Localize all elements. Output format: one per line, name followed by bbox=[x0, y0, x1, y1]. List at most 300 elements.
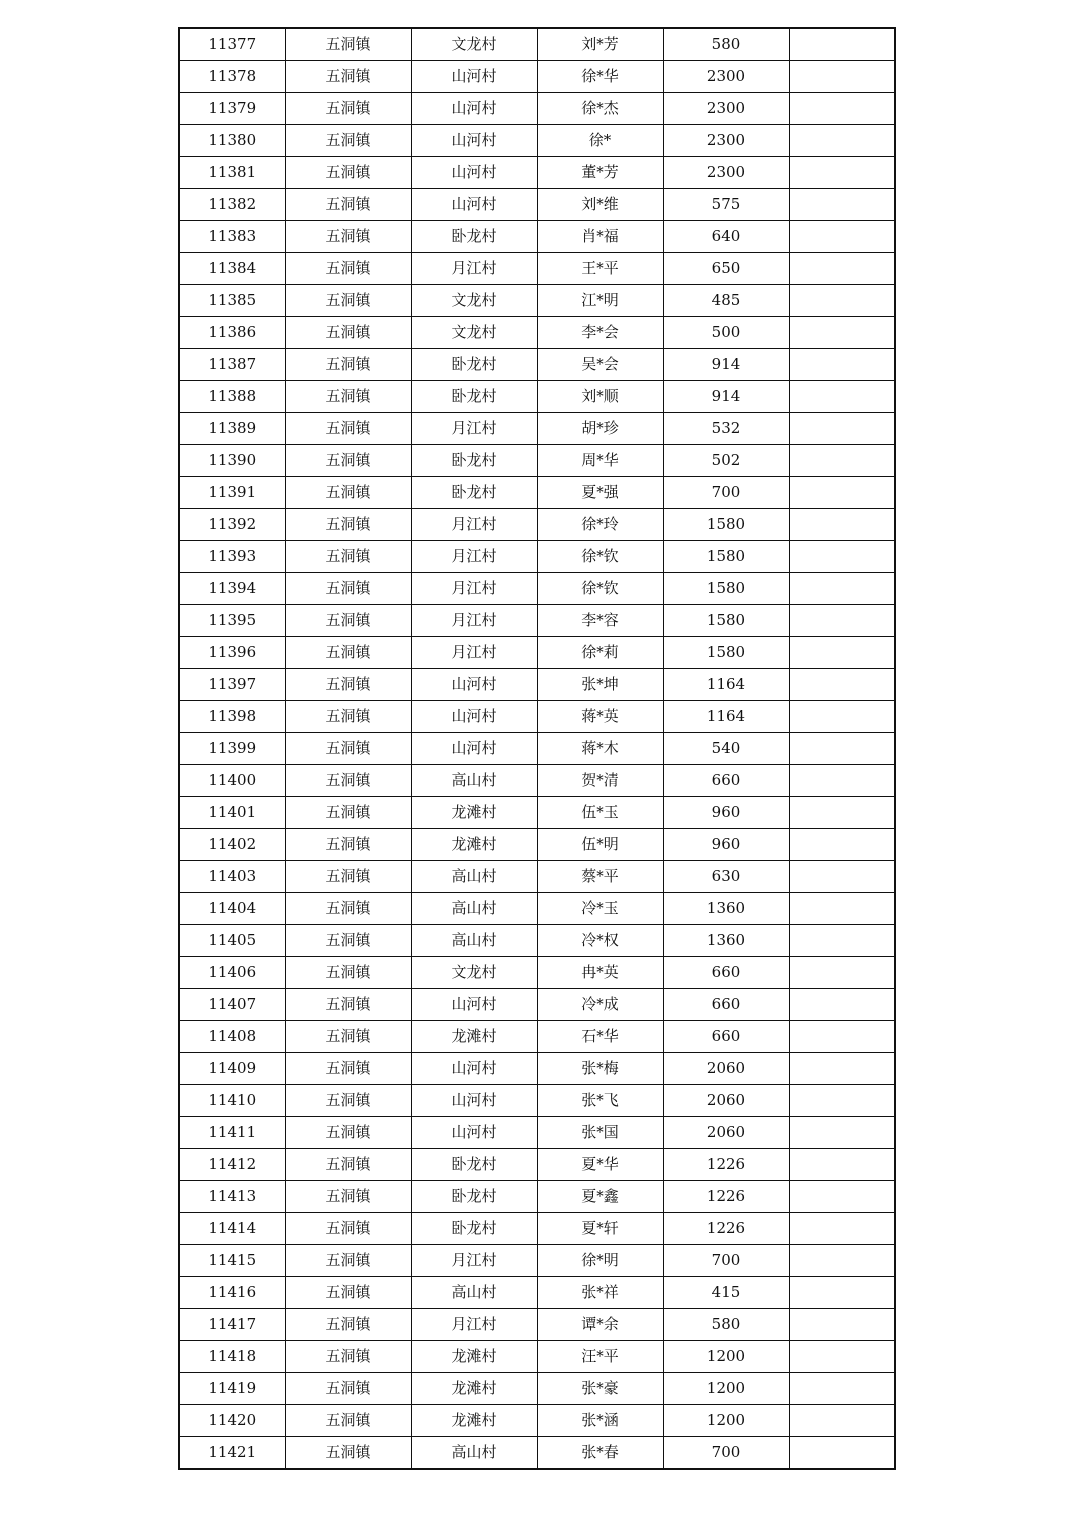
row-number-cell: 11411 bbox=[179, 1117, 285, 1149]
name-cell: 徐*玲 bbox=[537, 509, 663, 541]
town-cell: 五洞镇 bbox=[285, 125, 411, 157]
remark-cell bbox=[789, 1181, 895, 1213]
village-cell: 龙滩村 bbox=[411, 1341, 537, 1373]
table-row bbox=[179, 93, 895, 125]
row-number-cell: 11420 bbox=[179, 1405, 285, 1437]
remark-cell bbox=[789, 829, 895, 861]
table-row bbox=[179, 1021, 895, 1053]
table-row bbox=[179, 157, 895, 189]
amount-cell: 630 bbox=[663, 861, 789, 893]
table-row bbox=[179, 925, 895, 957]
amount-cell: 914 bbox=[663, 381, 789, 413]
row-number-cell: 11380 bbox=[179, 125, 285, 157]
town-cell: 五洞镇 bbox=[285, 541, 411, 573]
amount-cell: 1200 bbox=[663, 1405, 789, 1437]
name-cell: 汪*平 bbox=[537, 1341, 663, 1373]
table-row bbox=[179, 829, 895, 861]
town-cell: 五洞镇 bbox=[285, 1117, 411, 1149]
remark-cell bbox=[789, 125, 895, 157]
village-cell: 龙滩村 bbox=[411, 1405, 537, 1437]
village-cell: 月江村 bbox=[411, 573, 537, 605]
row-number-cell: 11395 bbox=[179, 605, 285, 637]
town-cell: 五洞镇 bbox=[285, 1245, 411, 1277]
village-cell: 山河村 bbox=[411, 93, 537, 125]
table-row bbox=[179, 541, 895, 573]
row-number-cell: 11392 bbox=[179, 509, 285, 541]
remark-cell bbox=[789, 1341, 895, 1373]
town-cell: 五洞镇 bbox=[285, 253, 411, 285]
table-row bbox=[179, 1085, 895, 1117]
table-row bbox=[179, 1341, 895, 1373]
table-row bbox=[179, 1181, 895, 1213]
row-number-cell: 11389 bbox=[179, 413, 285, 445]
name-cell: 冉*英 bbox=[537, 957, 663, 989]
remark-cell bbox=[789, 253, 895, 285]
remark-cell bbox=[789, 541, 895, 573]
remark-cell bbox=[789, 989, 895, 1021]
row-number-cell: 11412 bbox=[179, 1149, 285, 1181]
amount-cell: 1200 bbox=[663, 1373, 789, 1405]
row-number-cell: 11401 bbox=[179, 797, 285, 829]
table-row bbox=[179, 1245, 895, 1277]
village-cell: 月江村 bbox=[411, 1245, 537, 1277]
name-cell: 徐*明 bbox=[537, 1245, 663, 1277]
town-cell: 五洞镇 bbox=[285, 1277, 411, 1309]
table-row bbox=[179, 1213, 895, 1245]
name-cell: 徐*华 bbox=[537, 61, 663, 93]
village-cell: 龙滩村 bbox=[411, 1021, 537, 1053]
remark-cell bbox=[789, 1085, 895, 1117]
table-row bbox=[179, 637, 895, 669]
row-number-cell: 11386 bbox=[179, 317, 285, 349]
remark-cell bbox=[789, 701, 895, 733]
village-cell: 山河村 bbox=[411, 1117, 537, 1149]
amount-cell: 540 bbox=[663, 733, 789, 765]
amount-cell: 415 bbox=[663, 1277, 789, 1309]
remark-cell bbox=[789, 93, 895, 125]
amount-cell: 660 bbox=[663, 989, 789, 1021]
village-cell: 龙滩村 bbox=[411, 829, 537, 861]
table-row bbox=[179, 733, 895, 765]
amount-cell: 2300 bbox=[663, 125, 789, 157]
village-cell: 高山村 bbox=[411, 1437, 537, 1470]
remark-cell bbox=[789, 157, 895, 189]
table-row bbox=[179, 189, 895, 221]
village-cell: 山河村 bbox=[411, 669, 537, 701]
remark-cell bbox=[789, 1245, 895, 1277]
remark-cell bbox=[789, 477, 895, 509]
remark-cell bbox=[789, 381, 895, 413]
amount-cell: 2060 bbox=[663, 1117, 789, 1149]
name-cell: 吴*会 bbox=[537, 349, 663, 381]
name-cell: 夏*华 bbox=[537, 1149, 663, 1181]
name-cell: 张*梅 bbox=[537, 1053, 663, 1085]
name-cell: 董*芳 bbox=[537, 157, 663, 189]
name-cell: 徐*杰 bbox=[537, 93, 663, 125]
row-number-cell: 11408 bbox=[179, 1021, 285, 1053]
town-cell: 五洞镇 bbox=[285, 829, 411, 861]
town-cell: 五洞镇 bbox=[285, 157, 411, 189]
amount-cell: 1580 bbox=[663, 637, 789, 669]
village-cell: 卧龙村 bbox=[411, 477, 537, 509]
town-cell: 五洞镇 bbox=[285, 925, 411, 957]
village-cell: 文龙村 bbox=[411, 285, 537, 317]
village-cell: 山河村 bbox=[411, 733, 537, 765]
remark-cell bbox=[789, 573, 895, 605]
amount-cell: 1164 bbox=[663, 669, 789, 701]
name-cell: 徐*莉 bbox=[537, 637, 663, 669]
name-cell: 李*容 bbox=[537, 605, 663, 637]
name-cell: 夏*轩 bbox=[537, 1213, 663, 1245]
town-cell: 五洞镇 bbox=[285, 957, 411, 989]
name-cell: 贺*清 bbox=[537, 765, 663, 797]
town-cell: 五洞镇 bbox=[285, 509, 411, 541]
row-number-cell: 11418 bbox=[179, 1341, 285, 1373]
table-row bbox=[179, 381, 895, 413]
town-cell: 五洞镇 bbox=[285, 285, 411, 317]
amount-cell: 1360 bbox=[663, 925, 789, 957]
town-cell: 五洞镇 bbox=[285, 1181, 411, 1213]
row-number-cell: 11409 bbox=[179, 1053, 285, 1085]
amount-cell: 914 bbox=[663, 349, 789, 381]
amount-cell: 532 bbox=[663, 413, 789, 445]
table-row bbox=[179, 573, 895, 605]
village-cell: 文龙村 bbox=[411, 317, 537, 349]
row-number-cell: 11390 bbox=[179, 445, 285, 477]
row-number-cell: 11405 bbox=[179, 925, 285, 957]
remark-cell bbox=[789, 285, 895, 317]
amount-cell: 700 bbox=[663, 1245, 789, 1277]
town-cell: 五洞镇 bbox=[285, 1213, 411, 1245]
village-cell: 高山村 bbox=[411, 893, 537, 925]
name-cell: 徐*钦 bbox=[537, 541, 663, 573]
table-row bbox=[179, 1437, 895, 1470]
amount-cell: 1580 bbox=[663, 605, 789, 637]
name-cell: 谭*余 bbox=[537, 1309, 663, 1341]
table-row bbox=[179, 509, 895, 541]
village-cell: 山河村 bbox=[411, 989, 537, 1021]
table-row bbox=[179, 669, 895, 701]
remark-cell bbox=[789, 1405, 895, 1437]
remark-cell bbox=[789, 1309, 895, 1341]
row-number-cell: 11394 bbox=[179, 573, 285, 605]
row-number-cell: 11378 bbox=[179, 61, 285, 93]
village-cell: 月江村 bbox=[411, 541, 537, 573]
remark-cell bbox=[789, 28, 895, 61]
name-cell: 张*祥 bbox=[537, 1277, 663, 1309]
amount-cell: 960 bbox=[663, 829, 789, 861]
table-row bbox=[179, 893, 895, 925]
table-row bbox=[179, 125, 895, 157]
amount-cell: 660 bbox=[663, 765, 789, 797]
row-number-cell: 11400 bbox=[179, 765, 285, 797]
amount-cell: 660 bbox=[663, 957, 789, 989]
table-row bbox=[179, 957, 895, 989]
town-cell: 五洞镇 bbox=[285, 413, 411, 445]
name-cell: 张*坤 bbox=[537, 669, 663, 701]
remark-cell bbox=[789, 189, 895, 221]
amount-cell: 1226 bbox=[663, 1213, 789, 1245]
amount-cell: 1580 bbox=[663, 541, 789, 573]
table-row bbox=[179, 413, 895, 445]
amount-cell: 1226 bbox=[663, 1149, 789, 1181]
town-cell: 五洞镇 bbox=[285, 1053, 411, 1085]
name-cell: 张*豪 bbox=[537, 1373, 663, 1405]
amount-cell: 2060 bbox=[663, 1053, 789, 1085]
remark-cell bbox=[789, 1213, 895, 1245]
name-cell: 伍*明 bbox=[537, 829, 663, 861]
data-table bbox=[178, 27, 896, 1470]
remark-cell bbox=[789, 221, 895, 253]
amount-cell: 580 bbox=[663, 28, 789, 61]
amount-cell: 502 bbox=[663, 445, 789, 477]
village-cell: 山河村 bbox=[411, 1053, 537, 1085]
village-cell: 卧龙村 bbox=[411, 221, 537, 253]
remark-cell bbox=[789, 925, 895, 957]
town-cell: 五洞镇 bbox=[285, 573, 411, 605]
remark-cell bbox=[789, 317, 895, 349]
town-cell: 五洞镇 bbox=[285, 637, 411, 669]
amount-cell: 575 bbox=[663, 189, 789, 221]
table-row bbox=[179, 28, 895, 61]
amount-cell: 640 bbox=[663, 221, 789, 253]
row-number-cell: 11399 bbox=[179, 733, 285, 765]
town-cell: 五洞镇 bbox=[285, 61, 411, 93]
village-cell: 月江村 bbox=[411, 509, 537, 541]
name-cell: 夏*鑫 bbox=[537, 1181, 663, 1213]
town-cell: 五洞镇 bbox=[285, 733, 411, 765]
amount-cell: 485 bbox=[663, 285, 789, 317]
town-cell: 五洞镇 bbox=[285, 93, 411, 125]
village-cell: 高山村 bbox=[411, 1277, 537, 1309]
row-number-cell: 11391 bbox=[179, 477, 285, 509]
row-number-cell: 11387 bbox=[179, 349, 285, 381]
table-row bbox=[179, 765, 895, 797]
name-cell: 冷*权 bbox=[537, 925, 663, 957]
row-number-cell: 11396 bbox=[179, 637, 285, 669]
name-cell: 蒋*英 bbox=[537, 701, 663, 733]
remark-cell bbox=[789, 349, 895, 381]
table-row bbox=[179, 797, 895, 829]
row-number-cell: 11410 bbox=[179, 1085, 285, 1117]
name-cell: 张*春 bbox=[537, 1437, 663, 1470]
name-cell: 徐* bbox=[537, 125, 663, 157]
town-cell: 五洞镇 bbox=[285, 1405, 411, 1437]
town-cell: 五洞镇 bbox=[285, 893, 411, 925]
table-row bbox=[179, 861, 895, 893]
village-cell: 山河村 bbox=[411, 1085, 537, 1117]
amount-cell: 660 bbox=[663, 1021, 789, 1053]
town-cell: 五洞镇 bbox=[285, 669, 411, 701]
row-number-cell: 11385 bbox=[179, 285, 285, 317]
town-cell: 五洞镇 bbox=[285, 1085, 411, 1117]
table-row bbox=[179, 253, 895, 285]
amount-cell: 1580 bbox=[663, 509, 789, 541]
name-cell: 伍*玉 bbox=[537, 797, 663, 829]
amount-cell: 2300 bbox=[663, 61, 789, 93]
name-cell: 冷*成 bbox=[537, 989, 663, 1021]
name-cell: 胡*珍 bbox=[537, 413, 663, 445]
remark-cell bbox=[789, 669, 895, 701]
name-cell: 张*国 bbox=[537, 1117, 663, 1149]
remark-cell bbox=[789, 509, 895, 541]
row-number-cell: 11398 bbox=[179, 701, 285, 733]
remark-cell bbox=[789, 1277, 895, 1309]
name-cell: 石*华 bbox=[537, 1021, 663, 1053]
name-cell: 王*平 bbox=[537, 253, 663, 285]
table-row bbox=[179, 989, 895, 1021]
name-cell: 徐*钦 bbox=[537, 573, 663, 605]
town-cell: 五洞镇 bbox=[285, 221, 411, 253]
village-cell: 高山村 bbox=[411, 765, 537, 797]
amount-cell: 650 bbox=[663, 253, 789, 285]
amount-cell: 2300 bbox=[663, 93, 789, 125]
row-number-cell: 11379 bbox=[179, 93, 285, 125]
name-cell: 肖*福 bbox=[537, 221, 663, 253]
town-cell: 五洞镇 bbox=[285, 349, 411, 381]
table-row bbox=[179, 61, 895, 93]
town-cell: 五洞镇 bbox=[285, 1341, 411, 1373]
remark-cell bbox=[789, 445, 895, 477]
village-cell: 山河村 bbox=[411, 157, 537, 189]
row-number-cell: 11416 bbox=[179, 1277, 285, 1309]
table-row bbox=[179, 349, 895, 381]
remark-cell bbox=[789, 605, 895, 637]
town-cell: 五洞镇 bbox=[285, 605, 411, 637]
town-cell: 五洞镇 bbox=[285, 989, 411, 1021]
row-number-cell: 11417 bbox=[179, 1309, 285, 1341]
town-cell: 五洞镇 bbox=[285, 1021, 411, 1053]
town-cell: 五洞镇 bbox=[285, 1309, 411, 1341]
amount-cell: 1164 bbox=[663, 701, 789, 733]
table-row bbox=[179, 477, 895, 509]
town-cell: 五洞镇 bbox=[285, 1437, 411, 1470]
amount-cell: 2300 bbox=[663, 157, 789, 189]
remark-cell bbox=[789, 1053, 895, 1085]
row-number-cell: 11407 bbox=[179, 989, 285, 1021]
village-cell: 卧龙村 bbox=[411, 381, 537, 413]
remark-cell bbox=[789, 861, 895, 893]
table-row bbox=[179, 1053, 895, 1085]
remark-cell bbox=[789, 1373, 895, 1405]
row-number-cell: 11393 bbox=[179, 541, 285, 573]
remark-cell bbox=[789, 1437, 895, 1470]
table-row bbox=[179, 1117, 895, 1149]
village-cell: 山河村 bbox=[411, 125, 537, 157]
row-number-cell: 11414 bbox=[179, 1213, 285, 1245]
town-cell: 五洞镇 bbox=[285, 797, 411, 829]
amount-cell: 700 bbox=[663, 477, 789, 509]
row-number-cell: 11388 bbox=[179, 381, 285, 413]
table-row bbox=[179, 1309, 895, 1341]
remark-cell bbox=[789, 61, 895, 93]
amount-cell: 1226 bbox=[663, 1181, 789, 1213]
row-number-cell: 11421 bbox=[179, 1437, 285, 1470]
town-cell: 五洞镇 bbox=[285, 189, 411, 221]
village-cell: 山河村 bbox=[411, 61, 537, 93]
name-cell: 李*会 bbox=[537, 317, 663, 349]
row-number-cell: 11377 bbox=[179, 28, 285, 61]
table-row bbox=[179, 285, 895, 317]
name-cell: 周*华 bbox=[537, 445, 663, 477]
row-number-cell: 11406 bbox=[179, 957, 285, 989]
village-cell: 月江村 bbox=[411, 1309, 537, 1341]
table-row bbox=[179, 1149, 895, 1181]
village-cell: 文龙村 bbox=[411, 28, 537, 61]
table-row bbox=[179, 317, 895, 349]
table-row bbox=[179, 1405, 895, 1437]
remark-cell bbox=[789, 797, 895, 829]
amount-cell: 1200 bbox=[663, 1341, 789, 1373]
name-cell: 夏*强 bbox=[537, 477, 663, 509]
name-cell: 刘*芳 bbox=[537, 28, 663, 61]
name-cell: 刘*顺 bbox=[537, 381, 663, 413]
name-cell: 蒋*木 bbox=[537, 733, 663, 765]
amount-cell: 580 bbox=[663, 1309, 789, 1341]
town-cell: 五洞镇 bbox=[285, 861, 411, 893]
table-row bbox=[179, 1277, 895, 1309]
village-cell: 高山村 bbox=[411, 925, 537, 957]
remark-cell bbox=[789, 413, 895, 445]
remark-cell bbox=[789, 893, 895, 925]
town-cell: 五洞镇 bbox=[285, 381, 411, 413]
town-cell: 五洞镇 bbox=[285, 765, 411, 797]
town-cell: 五洞镇 bbox=[285, 317, 411, 349]
remark-cell bbox=[789, 1021, 895, 1053]
village-cell: 龙滩村 bbox=[411, 797, 537, 829]
village-cell: 卧龙村 bbox=[411, 445, 537, 477]
town-cell: 五洞镇 bbox=[285, 477, 411, 509]
town-cell: 五洞镇 bbox=[285, 1373, 411, 1405]
amount-cell: 500 bbox=[663, 317, 789, 349]
town-cell: 五洞镇 bbox=[285, 28, 411, 61]
remark-cell bbox=[789, 1117, 895, 1149]
name-cell: 张*飞 bbox=[537, 1085, 663, 1117]
town-cell: 五洞镇 bbox=[285, 1149, 411, 1181]
row-number-cell: 11402 bbox=[179, 829, 285, 861]
village-cell: 龙滩村 bbox=[411, 1373, 537, 1405]
amount-cell: 1580 bbox=[663, 573, 789, 605]
name-cell: 张*涵 bbox=[537, 1405, 663, 1437]
village-cell: 月江村 bbox=[411, 413, 537, 445]
village-cell: 山河村 bbox=[411, 701, 537, 733]
row-number-cell: 11403 bbox=[179, 861, 285, 893]
village-cell: 月江村 bbox=[411, 253, 537, 285]
amount-cell: 700 bbox=[663, 1437, 789, 1470]
name-cell: 江*明 bbox=[537, 285, 663, 317]
row-number-cell: 11413 bbox=[179, 1181, 285, 1213]
row-number-cell: 11397 bbox=[179, 669, 285, 701]
village-cell: 卧龙村 bbox=[411, 1149, 537, 1181]
name-cell: 刘*维 bbox=[537, 189, 663, 221]
row-number-cell: 11383 bbox=[179, 221, 285, 253]
table-row bbox=[179, 605, 895, 637]
table-row bbox=[179, 445, 895, 477]
amount-cell: 1360 bbox=[663, 893, 789, 925]
row-number-cell: 11381 bbox=[179, 157, 285, 189]
amount-cell: 2060 bbox=[663, 1085, 789, 1117]
remark-cell bbox=[789, 1149, 895, 1181]
village-cell: 月江村 bbox=[411, 637, 537, 669]
village-cell: 山河村 bbox=[411, 189, 537, 221]
village-cell: 卧龙村 bbox=[411, 1181, 537, 1213]
row-number-cell: 11384 bbox=[179, 253, 285, 285]
remark-cell bbox=[789, 957, 895, 989]
amount-cell: 960 bbox=[663, 797, 789, 829]
village-cell: 卧龙村 bbox=[411, 1213, 537, 1245]
row-number-cell: 11419 bbox=[179, 1373, 285, 1405]
row-number-cell: 11404 bbox=[179, 893, 285, 925]
